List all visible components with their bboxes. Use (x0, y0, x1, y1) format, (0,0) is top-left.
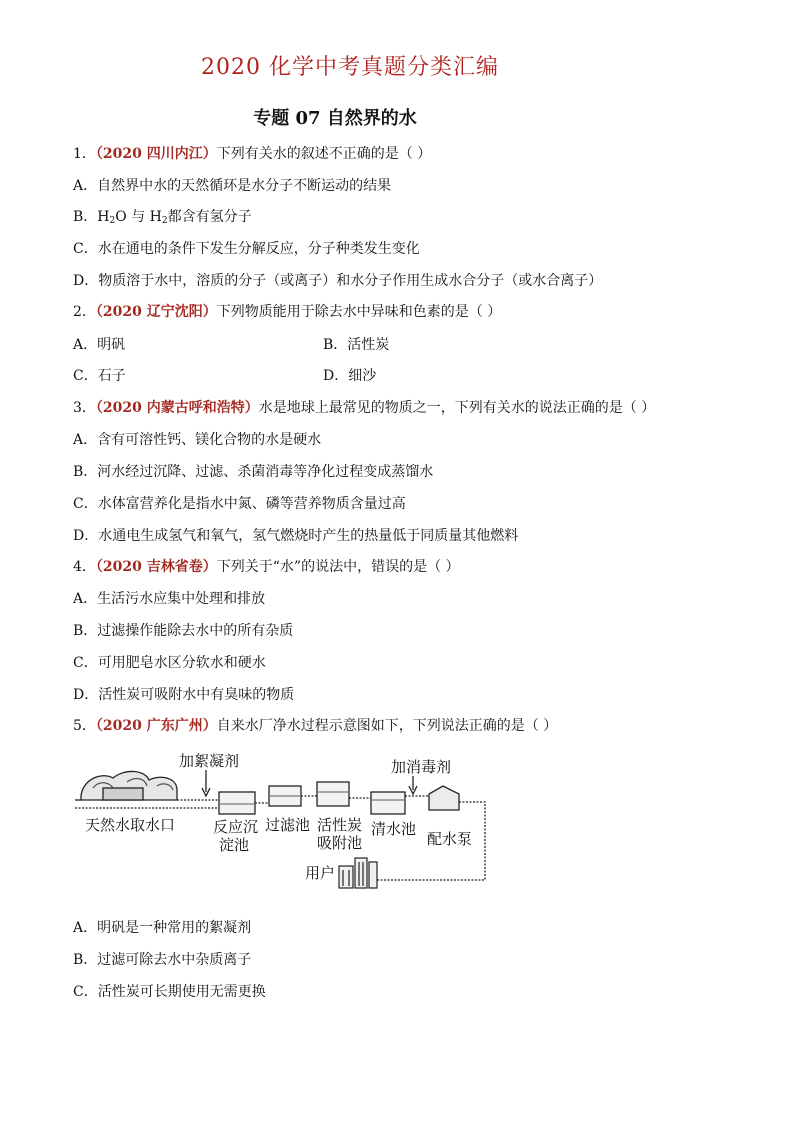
formula-subscript: 2 (161, 216, 168, 226)
question-source: （2020 辽宁沈阳） (95, 304, 217, 320)
option-text: 都含有氢分子 (167, 209, 252, 225)
option-2c (73, 368, 126, 384)
option-text: 活性炭可吸附水中有臭味的物质 (98, 687, 295, 703)
option-text: 水体富营养化是指水中氮、磷等营养物质含量过高 (97, 496, 406, 512)
user-label: 用户 (305, 864, 336, 882)
document-title: 2020 化学中考真题分类汇编 (201, 55, 499, 80)
option-text: 物质溶于水中，溶质的分子（或离子）和水分子作用生成水合分子（或水合离子） (98, 273, 603, 289)
option-letter: A． (73, 920, 98, 936)
option-text: 可用肥皂水区分软水和硬水 (97, 655, 266, 671)
question-source: （2020 内蒙古呼和浩特） (95, 400, 259, 416)
option-5c (73, 982, 266, 1002)
option-letter: A． (73, 337, 98, 353)
question-1-stem (73, 144, 431, 164)
clear-water-tank-label: 清水池 (371, 820, 417, 838)
question-number: 5． (73, 718, 96, 734)
option-text: 细沙 (348, 368, 377, 384)
formula-subscript: 2 (109, 216, 116, 226)
option-3d (73, 526, 518, 546)
question-source: （2020 四川内江） (95, 146, 217, 162)
question-3-stem (73, 398, 655, 418)
question-text: 下列物质能用于除去水中异味和色素的是（ ） (216, 304, 502, 320)
option-2b (323, 335, 389, 355)
option-2a (73, 337, 125, 353)
option-letter: A． (73, 432, 98, 448)
option-letter: B． (73, 209, 98, 225)
formula-part: H (97, 209, 110, 225)
question-number: 1． (73, 146, 96, 162)
question-text: 下列有关水的叙述不正确的是（ ） (216, 146, 432, 162)
question-4-stem (73, 557, 460, 577)
question-text: 下列关于“水”的说法中，错误的是（ ） (216, 559, 460, 575)
option-1d (73, 271, 602, 291)
intake-hills-icon (75, 771, 219, 808)
option-4b (73, 621, 293, 641)
option-text: 活性炭可长期使用无需更换 (97, 984, 266, 1000)
option-letter: B． (73, 623, 98, 639)
option-letter: C． (73, 368, 98, 384)
topic-title: 专题 07 自然界的水 (253, 108, 417, 129)
clear-water-tank-icon (371, 792, 405, 814)
option-text: 明矾是一种常用的絮凝剂 (97, 920, 252, 936)
option-letter: D． (73, 687, 99, 703)
option-5a (73, 918, 251, 938)
option-letter: B． (323, 337, 348, 353)
question-source: （2020 广东广州） (95, 718, 217, 734)
question-text: 水是地球上最常见的物质之一，下列有关水的说法正确的是（ ） (258, 400, 656, 416)
option-2d (323, 366, 376, 386)
option-1b (73, 207, 252, 231)
option-4c (73, 653, 266, 673)
option-row-2ab (73, 335, 573, 355)
option-5b (73, 950, 251, 970)
question-number: 2． (73, 304, 96, 320)
filter-tank-label: 过滤池 (265, 816, 311, 834)
add-disinfectant-label: 加消毒剂 (391, 758, 452, 776)
option-letter: C． (73, 655, 98, 671)
option-3a (73, 430, 321, 450)
pump-label: 配水泵 (427, 830, 473, 848)
option-text: 明矾 (97, 337, 126, 353)
option-text: 水在通电的条件下发生分解反应，分子种类发生变化 (97, 241, 420, 257)
option-1a (73, 176, 391, 196)
question-source: （2020 吉林省卷） (95, 559, 217, 575)
option-letter: B． (73, 464, 98, 480)
carbon-tank-label-1: 活性炭 (317, 816, 363, 834)
question-number: 3． (73, 400, 96, 416)
option-3c (73, 494, 406, 514)
option-text: 水通电生成氢气和氧气，氢气燃烧时产生的热量低于同质量其他燃料 (98, 528, 519, 544)
option-text: 生活污水应集中处理和排放 (97, 591, 266, 607)
option-1c (73, 239, 420, 259)
option-4a (73, 589, 265, 609)
question-2-stem (73, 302, 501, 322)
water-treatment-diagram (73, 748, 493, 900)
pump-house-icon (429, 786, 459, 810)
carbon-tank-label-2: 吸附池 (317, 834, 363, 852)
formula-part: O 与 H (115, 209, 162, 225)
option-letter: A． (73, 178, 98, 194)
option-text: 含有可溶性钙、镁化合物的水是硬水 (97, 432, 322, 448)
add-flocculant-label: 加絮凝剂 (179, 752, 240, 770)
option-letter: B． (73, 952, 98, 968)
filter-tank-icon (269, 786, 301, 806)
option-letter: D． (73, 528, 99, 544)
option-text: 过滤可除去水中杂质离子 (97, 952, 252, 968)
option-letter: C． (73, 241, 98, 257)
option-letter: D． (73, 273, 99, 289)
reaction-tank-icon (219, 792, 255, 814)
option-text: 过滤操作能除去水中的所有杂质 (97, 623, 294, 639)
option-3b (73, 462, 433, 482)
user-building-icon (339, 858, 377, 888)
option-letter: A． (73, 591, 98, 607)
option-letter: C． (73, 984, 98, 1000)
question-text: 自来水厂净水过程示意图如下，下列说法正确的是（ ） (216, 718, 558, 734)
option-text: 自然界中水的天然循环是水分子不断运动的结果 (97, 178, 392, 194)
option-row-2cd (73, 366, 573, 386)
option-4d (73, 685, 294, 705)
reaction-tank-label-2: 淀池 (219, 836, 250, 854)
option-letter: C． (73, 496, 98, 512)
carbon-tank-icon (317, 782, 349, 806)
option-letter: D． (323, 368, 349, 384)
intake-label: 天然水取水口 (85, 816, 176, 834)
option-text: 活性炭 (347, 337, 390, 353)
question-5-stem (73, 716, 557, 736)
question-number: 4． (73, 559, 96, 575)
option-text: 河水经过沉降、过滤、杀菌消毒等净化过程变成蒸馏水 (97, 464, 434, 480)
reaction-tank-label-1: 反应沉 (213, 818, 259, 836)
option-text: 石子 (97, 368, 126, 384)
